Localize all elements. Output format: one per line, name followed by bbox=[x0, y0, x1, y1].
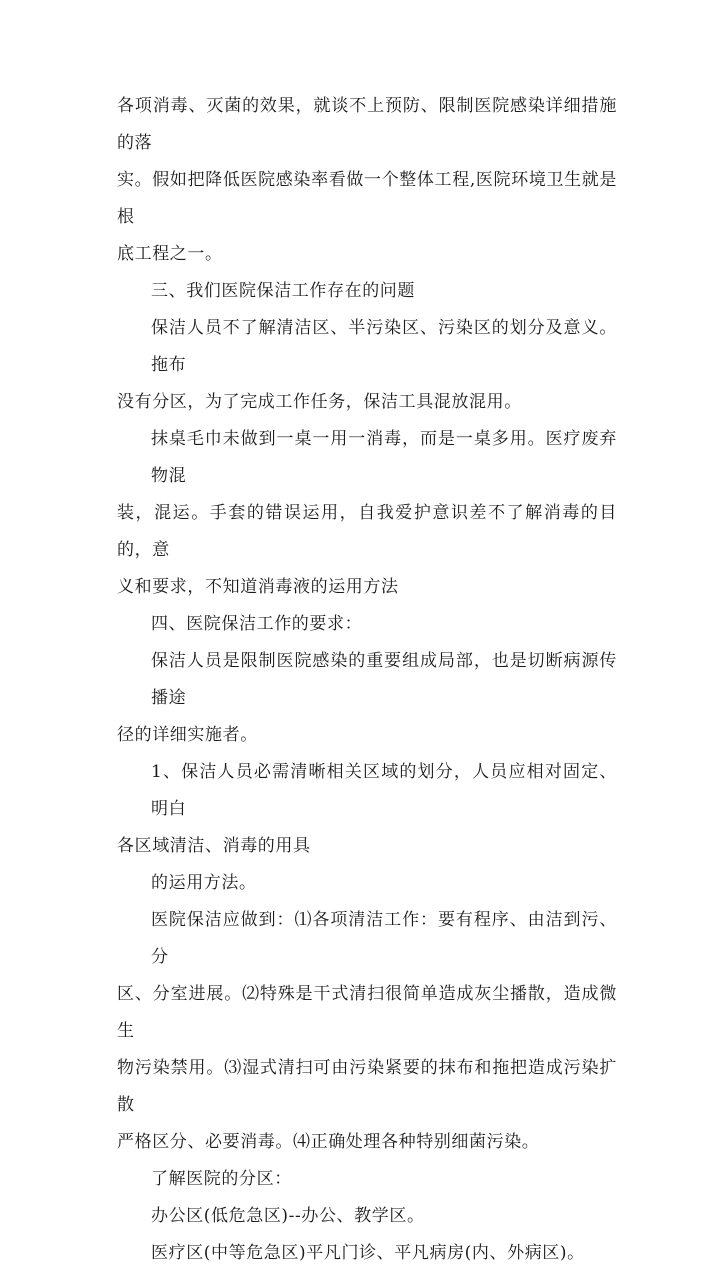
text-line: 物污染禁用。⑶湿式清扫可由污染紧要的抹布和拖把造成污染扩散 bbox=[117, 1058, 617, 1115]
section-heading-4 bbox=[117, 606, 617, 643]
text-line: 义和要求，不知道消毒液的运用方法 bbox=[117, 577, 399, 597]
text-line: 1、保洁人员必需清晰相关区域的划分，人员应相对固定、明白 bbox=[151, 762, 617, 819]
text-line: 的运用方法。 bbox=[151, 873, 257, 893]
text-line: 区、分室进展。⑵特殊是干式清扫很简单造成灰尘播散，造成微生 bbox=[117, 984, 617, 1041]
text-line: 医疗区(中等危急区)平凡门诊、平凡病房(内、外病区)。 bbox=[151, 1243, 585, 1263]
paragraph-10 bbox=[117, 1235, 617, 1272]
document-body bbox=[117, 88, 617, 1272]
text-line: 严格区分、必要消毒。⑷正确处理各种特别细菌污染。 bbox=[117, 1132, 540, 1152]
text-line: 保洁人员是限制医院感染的重要组成局部，也是切断病源传播途 bbox=[151, 651, 617, 708]
paragraph-8 bbox=[117, 1161, 617, 1198]
text-line: 各项消毒、灭菌的效果，就谈不上预防、限制医院感染详细措施的落 bbox=[117, 96, 617, 153]
paragraph-6 bbox=[117, 865, 617, 902]
text-line: 径的详细实施者。 bbox=[117, 725, 258, 745]
text-line: 实。假如把降低医院感染率看做一个整体工程,医院环境卫生就是根 bbox=[117, 170, 617, 227]
text-line: 抹桌毛巾未做到一桌一用一消毒，而是一桌多用。医疗废弃物混 bbox=[151, 429, 617, 486]
section-heading-3 bbox=[117, 273, 617, 310]
text-line: 各区域清洁、消毒的用具 bbox=[117, 836, 311, 856]
paragraph-2 bbox=[117, 310, 617, 421]
text-line: 了解医院的分区： bbox=[151, 1169, 292, 1189]
paragraph-4 bbox=[117, 643, 617, 754]
text-line: 没有分区，为了完成工作任务，保洁工具混放混用。 bbox=[117, 392, 522, 412]
text-line: 底工程之一。 bbox=[117, 244, 223, 264]
text-line: 装，混运。手套的错误运用，自我爱护意识差不了解消毒的目的，意 bbox=[117, 503, 617, 560]
paragraph-9 bbox=[117, 1198, 617, 1235]
text-line: 办公区(低危急区)--办公、教学区。 bbox=[151, 1206, 425, 1226]
heading-text: 四、医院保洁工作的要求： bbox=[151, 614, 363, 634]
paragraph-3 bbox=[117, 421, 617, 606]
paragraph-1 bbox=[117, 88, 617, 273]
text-line: 医院保洁应做到：⑴各项清洁工作：要有程序、由洁到污、分 bbox=[151, 910, 617, 967]
heading-text: 三、我们医院保洁工作存在的问题 bbox=[151, 281, 415, 301]
paragraph-5 bbox=[117, 754, 617, 865]
text-line: 保洁人员不了解清洁区、半污染区、污染区的划分及意义。拖布 bbox=[151, 318, 617, 375]
paragraph-7 bbox=[117, 902, 617, 1161]
